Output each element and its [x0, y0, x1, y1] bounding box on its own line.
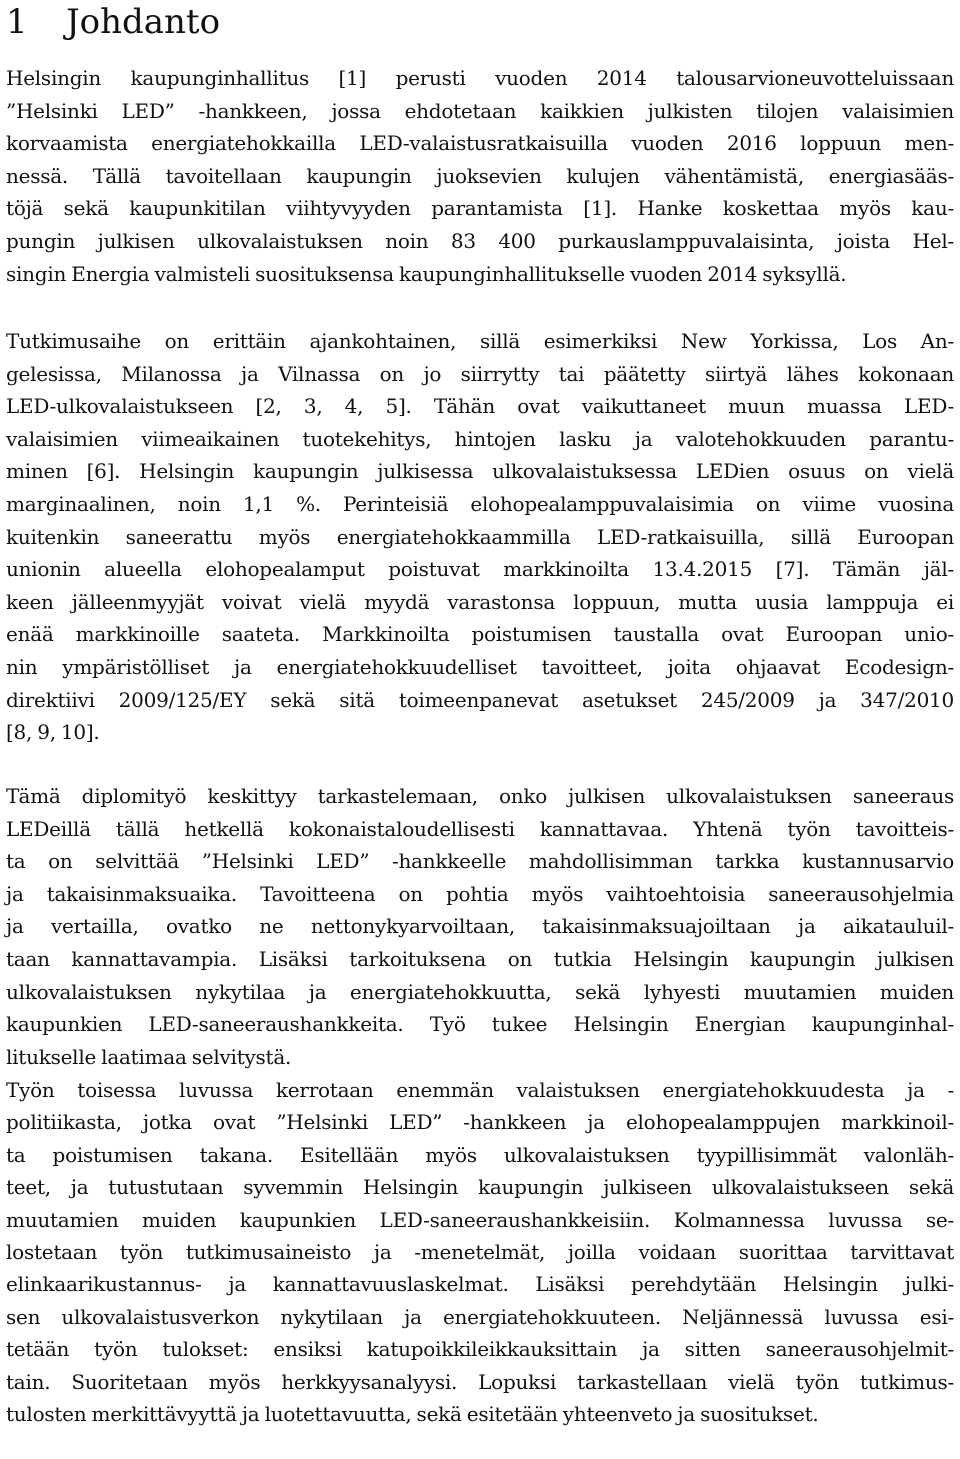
paragraph-line: unionin alueella elohopealamput poistuvat markkinoilta 13.4.2015 [7]. Tämän jäl- [6, 557, 954, 582]
paragraph-line: ja takaisinmaksuaika. Tavoitteena on pohtia myös vaihtoehtoisia saneerausohjelmia [6, 881, 954, 906]
paragraph-line: teet, ja tutustutaan syvemmin Helsingin kaupungin julkiseen ulkovalaistukseen sekä [6, 1175, 954, 1200]
paragraph-line: lostetaan työn tutkimusaineisto ja -menetelmät, joilla voidaan suorittaa tarvittavat [6, 1239, 954, 1264]
paragraph-line: ta poistumisen takana. Esitellään myös ulkovalaistuksen tyypillisimmät valonläh- [6, 1142, 954, 1167]
paragraph-line: LEDeillä tällä hetkellä kokonaistaloudellisesti kannattavaa. Yhtenä työn tavoitteis- [6, 816, 954, 841]
paragraph-introduction [6, 62, 954, 290]
paragraph-line: politiikasta, jotka ovat ”Helsinki LED” -hankkeen ja elohopealamppujen markkinoil- [6, 1110, 954, 1135]
chapter-number: 1 [6, 2, 28, 42]
paragraph-research-topic [6, 325, 954, 749]
paragraph-line: enää markkinoille saateta. Markkinoilta poistumisen taustalla ovat Euroopan unio- [6, 622, 954, 647]
paragraph-line: Helsingin kaupunginhallitus [1] perusti vuoden 2014 talousarvioneuvotteluissaan [6, 66, 954, 90]
paragraph-line: kuitenkin saneerattu myös energiatehokkaammilla LED-ratkaisuilla, sillä Euroopan [6, 524, 954, 549]
paragraph-line: tulosten merkittävyyttä ja luotettavuutta, sekä esitetään yhteenveto ja suositukset. [6, 1401, 819, 1426]
document-page [6, 0, 954, 1426]
paragraph-line: korvaamista energiatehokkailla LED-valaistusratkaisuilla vuoden 2016 loppuun men- [6, 131, 954, 156]
paragraph-line: muutamien muiden kaupunkien LED-saneeraushankkeisiin. Kolmannessa luvussa se- [6, 1207, 954, 1232]
chapter-title: Johdanto [66, 2, 221, 42]
paragraph-line: tain. Suoritetaan myös herkkyysanalyysi. Lopuksi tarkastellaan vielä työn tutkimus- [6, 1369, 954, 1394]
paragraph-line: Tämä diplomityö keskittyy tarkastelemaan, onko julkisen ulkovalaistuksen saneeraus [6, 784, 954, 808]
paragraph-line: sen ulkovalaistusverkon nykytilaan ja energiatehokkuuteen. Neljännessä luvussa esi- [6, 1304, 954, 1329]
paragraph-line: Tutkimusaihe on erittäin ajankohtainen, sillä esimerkiksi New Yorkissa, Los An- [6, 329, 954, 353]
paragraph-line: marginaalinen, noin 1,1 %. Perinteisiä elohopealamppuvalaisimia on viime vuosina [6, 491, 954, 516]
paragraph-line: keen jälleenmyyjät voivat vielä myydä varastonsa loppuun, mutta uusia lamppuja ei [6, 589, 954, 614]
paragraph-line: ja vertailla, ovatko ne nettonykyarvoiltaan, takaisinmaksuajoiltaan ja aikatauluil- [6, 914, 954, 939]
paragraph-line: ulkovalaistuksen nykytilaa ja energiatehokkuutta, sekä lyhyesti muutamien muiden [6, 979, 954, 1004]
paragraph-line: pungin julkisen ulkovalaistuksen noin 83 400 purkauslamppuvalaisinta, joista Hel- [6, 228, 954, 253]
paragraph-line: direktiivi 2009/125/EY sekä sitä toimeenpanevat asetukset 245/2009 ja 347/2010 [6, 687, 954, 712]
paragraph-line: ta on selvittää ”Helsinki LED” -hankkeelle mahdollisimman tarkka kustannusarvio [6, 849, 954, 874]
paragraph-line: taan kannattavampia. Lisäksi tarkoituksena on tutkia Helsingin kaupungin julkisen [6, 946, 954, 971]
paragraph-line: tetään työn tulokset: ensiksi katupoikkileikkauksittain ja sitten saneerausohjelmit- [6, 1337, 954, 1362]
paragraph-line: minen [6]. Helsingin kaupungin julkisessa ulkovalaistuksessa LEDien osuus on vielä [6, 459, 954, 484]
paragraph-line: nin ympäristölliset ja energiatehokkuudelliset tavoitteet, joita ohjaavat Ecodesign- [6, 654, 954, 679]
paragraph-thesis-structure [6, 1074, 954, 1430]
paragraph-line: nessä. Tällä tavoitellaan kaupungin juoksevien kulujen vähentämistä, energiasääs- [6, 163, 954, 188]
chapter-heading [6, 0, 954, 48]
paragraph-line: töjä sekä kaupunkitilan viihtyvyyden parantamista [1]. Hanke koskettaa myös kau- [6, 196, 954, 221]
paragraph-line: elinkaarikustannus- ja kannattavuuslaskelmat. Lisäksi perehdytään Helsingin julki- [6, 1272, 954, 1297]
paragraph-thesis-goals [6, 780, 954, 1073]
paragraph-line: valaisimien viimeaikainen tuotekehitys, hintojen lasku ja valotehokkuuden parantu- [6, 426, 954, 451]
paragraph-line: kaupunkien LED-saneeraushankkeita. Työ tukee Helsingin Energian kaupunginhal- [6, 1012, 954, 1037]
paragraph-line: gelesissa, Milanossa ja Vilnassa on jo siirrytty tai päätetty siirtyä lähes kokonaan [6, 361, 954, 386]
paragraph-line: ”Helsinki LED” -hankkeen, jossa ehdotetaan kaikkien julkisten tilojen valaisimien [6, 98, 954, 123]
paragraph-line: [8, 9, 10]. [6, 720, 100, 745]
paragraph-line: LED-ulkovalaistukseen [2, 3, 4, 5]. Tähän ovat vaikuttaneet muun muassa LED- [6, 394, 954, 419]
paragraph-line: litukselle laatimaa selvitystä. [6, 1044, 292, 1069]
paragraph-line: singin Energia valmisteli suosituksensa kaupunginhallitukselle vuoden 2014 syksyllä. [6, 261, 847, 286]
paragraph-line: Työn toisessa luvussa kerrotaan enemmän valaistuksen energiatehokkuudesta ja - [6, 1078, 954, 1102]
